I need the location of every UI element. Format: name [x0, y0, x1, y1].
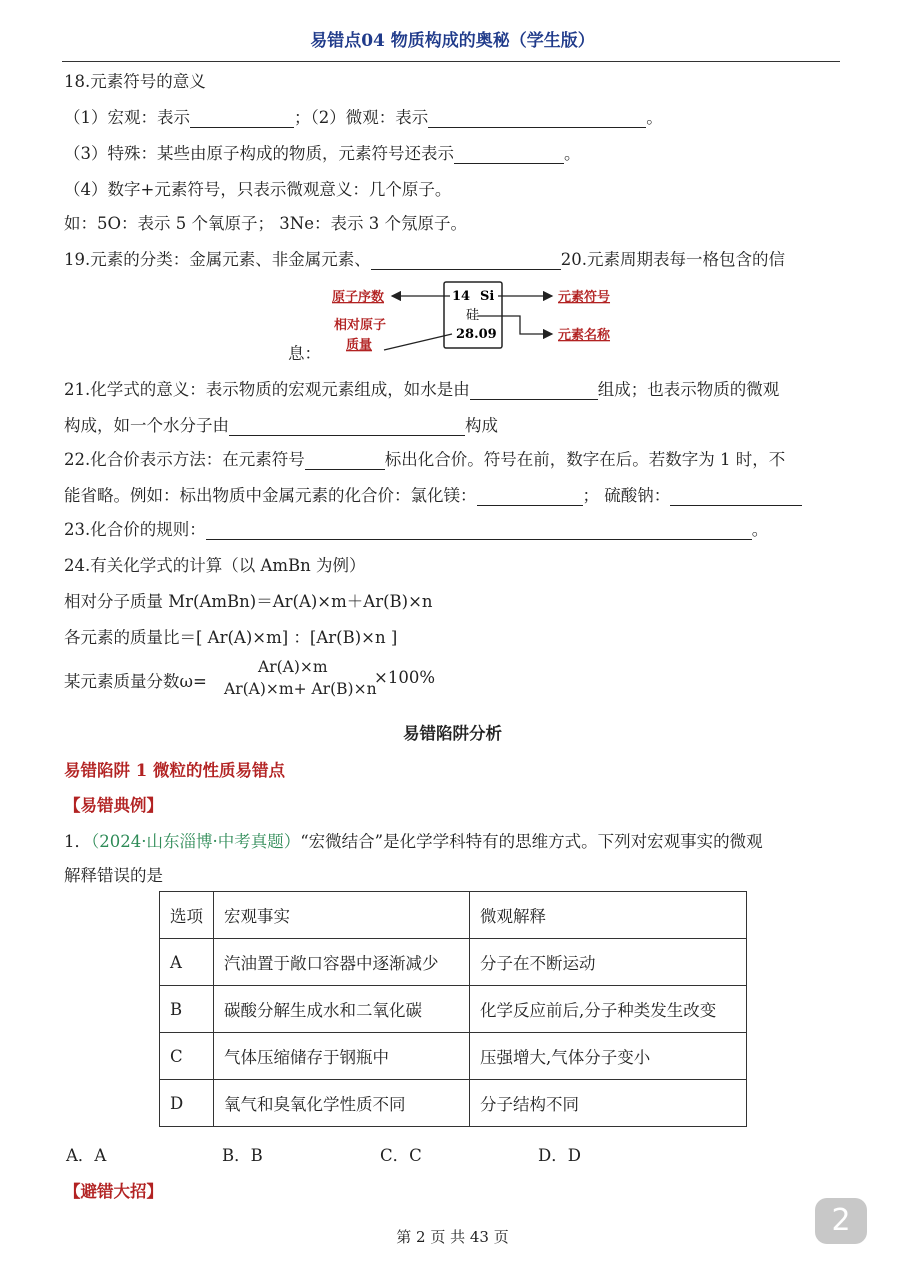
question-source: （2024·山东淄博·中考真题） [91, 832, 301, 851]
s22-line2 [64, 482, 802, 506]
label-name: 元素名称 [558, 328, 611, 343]
page-title: 易错点04 物质构成的奥秘（学生版） [310, 31, 595, 51]
s18-l1-end: 。 [646, 108, 663, 127]
s21-d: 构成 [465, 416, 498, 435]
table-cell: B [160, 986, 214, 1033]
label-symbol: 元素符号 [558, 290, 611, 305]
s21-c: 构成，如一个水分子由 [64, 416, 229, 435]
table-header: 宏观事实 [214, 892, 470, 939]
frac-numerator: Ar(A)×m [258, 658, 328, 676]
choice-b[interactable]: B．B [222, 1146, 263, 1165]
table-cell: C [160, 1033, 214, 1080]
table-cell: 分子在不断运动 [470, 939, 747, 986]
question-text: “宏微结合”是化学学科特有的思维方式。下列对宏观事实的微观 [300, 832, 763, 851]
page-footer: 第 2 页 共 43 页 [396, 1228, 509, 1246]
s23-a: 23.化合价的规则： [64, 520, 206, 539]
table-row [160, 1080, 747, 1127]
atomic-number: 14 [452, 289, 471, 304]
s20-tail: 息： [288, 344, 321, 363]
table-cell: 压强增大,气体分子变小 [470, 1033, 747, 1080]
tip-tag: 【避错大招】 [64, 1182, 163, 1201]
s21-b: 组成；也表示物质的微观 [597, 380, 780, 399]
table-cell: 碳酸分解生成水和二氧化碳 [214, 986, 470, 1033]
label-mass-1: 相对原子 [334, 318, 387, 333]
blank-valence-position[interactable] [305, 451, 385, 470]
s24-frac-label: 某元素质量分数ω= [64, 672, 207, 691]
s24-mr: 相对分子质量 Mr(AmBn)＝Ar(A)×m＋Ar(B)×n [64, 592, 433, 611]
table-cell: 汽油置于敞口容器中逐渐减少 [214, 939, 470, 986]
blank-micro[interactable] [428, 109, 646, 128]
s18-l1a: （1）宏观：表示 [64, 108, 190, 127]
blank-element-class[interactable] [371, 251, 561, 270]
question-1 [64, 828, 763, 852]
s21-a: 21.化学式的意义：表示物质的宏观元素组成，如水是由 [64, 380, 470, 399]
s18-line1 [64, 104, 663, 128]
page-number-badge[interactable]: 2 [815, 1198, 867, 1244]
s22-d: ； 硫酸钠： [582, 486, 671, 505]
blank-special[interactable] [454, 145, 564, 164]
table-header: 选项 [160, 892, 214, 939]
label-mass-2: 质量 [346, 338, 373, 353]
table-row [160, 1033, 747, 1080]
header-divider [62, 61, 840, 62]
table-cell: 氧气和臭氧化学性质不同 [214, 1080, 470, 1127]
s22-c: 能省略。例如：标出物质中金属元素的化合价：氯化镁： [64, 486, 477, 505]
blank-na2so4[interactable] [670, 487, 802, 506]
element-name: 硅 [466, 308, 480, 323]
fraction-bar [222, 680, 370, 681]
table-cell: 气体压缩储存于钢瓶中 [214, 1033, 470, 1080]
question-number: 1． [64, 832, 91, 851]
analysis-heading: 易错陷阱分析 [403, 724, 502, 743]
s18-line4: 如：5O：表示 5 个氧原子； 3Ne：表示 3 个氖原子。 [64, 214, 467, 233]
choice-d[interactable]: D．D [538, 1146, 581, 1165]
example-tag: 【易错典例】 [64, 796, 163, 815]
choice-c[interactable]: C．C [380, 1146, 422, 1165]
s19-line [64, 246, 785, 270]
s24-ratio: 各元素的质量比＝[ Ar(A)×m] ：[Ar(B)×n ] [64, 628, 398, 647]
table-header: 微观解释 [470, 892, 747, 939]
table-cell: 分子结构不同 [470, 1080, 747, 1127]
arrow-mass [384, 334, 452, 350]
blank-valence-rule[interactable] [206, 521, 752, 540]
element-symbol: Si [480, 289, 495, 304]
s20-text: 20.元素周期表每一格包含的信 [560, 250, 785, 269]
atomic-mass: 28.09 [456, 327, 497, 342]
table-cell: A [160, 939, 214, 986]
s18-l1b: ；（2）微观：表示 [294, 108, 429, 127]
s24-title: 24.有关化学式的计算（以 AmBn 为例） [64, 556, 366, 575]
s23-line [64, 516, 768, 540]
s18-l2a: （3）特殊：某些由原子构成的物质，元素符号还表示 [64, 144, 454, 163]
s22-a: 22.化合价表示方法：在元素符号 [64, 450, 305, 469]
table-cell: 化学反应前后,分子种类发生改变 [470, 986, 747, 1033]
s23-end: 。 [751, 520, 769, 539]
s18-l2-end: 。 [564, 144, 581, 163]
s18-line3: （4）数字+元素符号，只表示微观意义：几个原子。 [64, 180, 452, 199]
s22-line1 [64, 446, 785, 470]
label-atomic-number: 原子序数 [332, 290, 385, 305]
frac-percent: ×100% [374, 668, 435, 687]
trap-1-heading: 易错陷阱 1 微粒的性质易错点 [64, 761, 285, 780]
frac-denominator: Ar(A)×m+ Ar(B)×n [224, 680, 377, 698]
question-1-cont: 解释错误的是 [64, 866, 163, 885]
s21-line1 [64, 376, 779, 400]
blank-water-composition[interactable] [470, 381, 598, 400]
table-row [160, 939, 747, 986]
blank-water-molecule[interactable] [229, 417, 465, 436]
periodic-cell-diagram [280, 276, 640, 360]
s21-line2 [64, 412, 498, 436]
options-table [159, 891, 747, 1127]
s18-line2 [64, 140, 581, 164]
choice-a[interactable]: A．A [66, 1146, 107, 1165]
table-header-row [160, 892, 747, 939]
s22-b: 标出化合价。符号在前，数字在后。若数字为 1 时，不 [384, 450, 786, 469]
blank-mgcl2[interactable] [477, 487, 583, 506]
table-cell: D [160, 1080, 214, 1127]
table-row [160, 986, 747, 1033]
blank-macro[interactable] [190, 109, 294, 128]
s18-title: 18.元素符号的意义 [64, 72, 206, 91]
s19-text: 19.元素的分类：金属元素、非金属元素、 [64, 250, 371, 269]
